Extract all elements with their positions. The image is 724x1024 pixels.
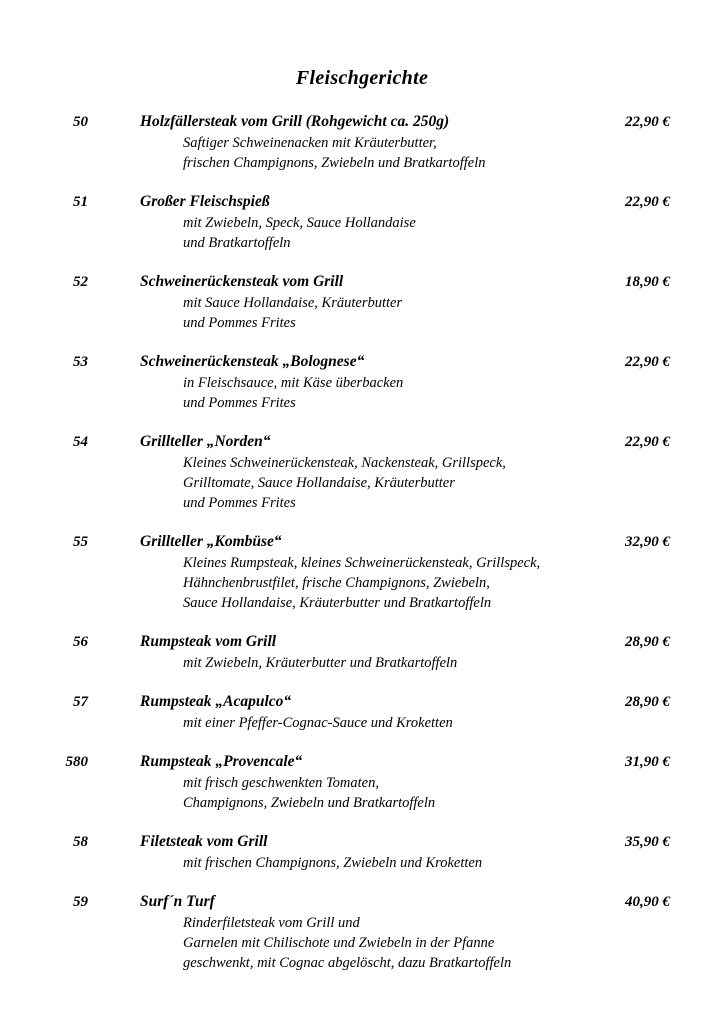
menu-item-description: [183, 212, 614, 253]
menu-item-number: 55: [73, 534, 88, 550]
menu-item: [0, 892, 724, 973]
menu-item-name: Grillteller „Kombüse“: [140, 533, 282, 550]
menu-item-description: [183, 772, 614, 813]
menu-item-name: Schweinerückensteak vom Grill: [140, 273, 344, 290]
menu-item: [0, 632, 724, 673]
menu-item-description-line: mit Zwiebeln, Speck, Sauce Hollandaise: [183, 215, 416, 231]
menu-item-number: 53: [73, 354, 88, 370]
menu-item-body: [140, 192, 614, 253]
menu-item-body: [140, 272, 614, 333]
menu-item-number: 54: [73, 434, 88, 450]
menu-item-name: Rumpsteak vom Grill: [140, 633, 277, 650]
menu-item-description: [183, 852, 614, 873]
menu-item-name: Rumpsteak „Acapulco“: [140, 693, 292, 710]
menu-item-description-line: mit einer Pfeffer-Cognac-Sauce und Kroketten: [183, 715, 453, 731]
menu-item-description-line: Saftiger Schweinenacken mit Kräuterbutter,: [183, 135, 437, 151]
menu-item-description-line: in Fleischsauce, mit Käse überbacken: [183, 375, 404, 391]
menu-item-price: 28,90 €: [625, 694, 670, 710]
menu-item-description-line: Kleines Schweinerückensteak, Nackensteak, Grillspeck,: [183, 455, 506, 471]
menu-item-description-line: Grilltomate, Sauce Hollandaise, Kräuterbutter: [183, 475, 455, 491]
menu-item-body: [140, 532, 614, 613]
menu-item: [0, 272, 724, 333]
menu-item-description-line: frischen Champignons, Zwiebeln und Bratkartoffeln: [183, 155, 486, 171]
menu-item-description-line: mit frischen Champignons, Zwiebeln und Kroketten: [183, 855, 483, 871]
menu-item-description-line: und Pommes Frites: [183, 495, 296, 511]
menu-item-price: 18,90 €: [625, 274, 670, 290]
menu-item-price: 22,90 €: [625, 194, 670, 210]
menu-item-description: [183, 372, 614, 413]
menu-item-body: [140, 352, 614, 413]
menu-item-number: 50: [73, 114, 88, 130]
menu-item-number: 59: [73, 894, 88, 910]
menu-item-description-line: geschwenkt, mit Cognac abgelöscht, dazu Bratkartoffeln: [183, 955, 512, 971]
menu-item-description-line: Kleines Rumpsteak, kleines Schweinerückensteak, Grillspeck,: [183, 555, 541, 571]
menu-item: [0, 192, 724, 253]
menu-item: [0, 432, 724, 513]
menu-item-number: 580: [65, 754, 88, 770]
menu-item-description: [183, 452, 614, 513]
page-title: Fleischgerichte: [295, 67, 429, 90]
menu-item-number: 56: [73, 634, 88, 650]
menu-item: [0, 352, 724, 413]
menu-item-number: 58: [73, 834, 88, 850]
menu-item-number: 57: [73, 694, 88, 710]
menu-item-body: [140, 832, 614, 873]
menu-item-body: [140, 432, 614, 513]
menu-item: [0, 832, 724, 873]
menu-item-list: [0, 112, 724, 992]
menu-item-description-line: Champignons, Zwiebeln und Bratkartoffeln: [183, 795, 436, 811]
menu-item-description-line: mit Sauce Hollandaise, Kräuterbutter: [183, 295, 403, 311]
menu-item-description-line: und Bratkartoffeln: [183, 235, 291, 251]
menu-item: [0, 752, 724, 813]
menu-item-name: Filetsteak vom Grill: [140, 833, 268, 850]
menu-item-description-line: und Pommes Frites: [183, 315, 296, 331]
menu-item-name: Rumpsteak „Provencale“: [140, 753, 303, 770]
menu-item-price: 22,90 €: [625, 354, 670, 370]
menu-item-body: [140, 892, 614, 973]
menu-item-number: 52: [73, 274, 88, 290]
menu-item-body: [140, 632, 614, 673]
menu-item-price: 31,90 €: [625, 754, 670, 770]
menu-item-name: Schweinerückensteak „Bolognese“: [140, 353, 365, 370]
menu-item-description: [183, 132, 614, 173]
menu-item-description-line: mit Zwiebeln, Kräuterbutter und Bratkartoffeln: [183, 655, 458, 671]
menu-item-price: 22,90 €: [625, 114, 670, 130]
menu-item-description-line: Rinderfiletsteak vom Grill und: [183, 915, 360, 931]
menu-item: [0, 692, 724, 733]
menu-item-name: Großer Fleischspieß: [140, 193, 270, 210]
menu-item-name: Grillteller „Norden“: [140, 433, 271, 450]
menu-item-body: [140, 112, 614, 173]
menu-item-name: Surf´n Turf: [140, 893, 215, 910]
menu-item-price: 28,90 €: [625, 634, 670, 650]
menu-item-price: 22,90 €: [625, 434, 670, 450]
menu-item-body: [140, 752, 614, 813]
menu-item-body: [140, 692, 614, 733]
menu-item-number: 51: [73, 194, 88, 210]
menu-item-description: [183, 712, 614, 733]
menu-item-description: [183, 912, 614, 973]
menu-item-description-line: und Pommes Frites: [183, 395, 296, 411]
menu-item-name: Holzfällersteak vom Grill (Rohgewicht ca. 250g): [140, 113, 450, 130]
menu-item-price: 40,90 €: [625, 894, 670, 910]
menu-item-description: [183, 652, 614, 673]
menu-item-price: 35,90 €: [625, 834, 670, 850]
menu-item: [0, 112, 724, 173]
menu-item-description-line: mit frisch geschwenkten Tomaten,: [183, 775, 379, 791]
menu-item-description-line: Sauce Hollandaise, Kräuterbutter und Bratkartoffeln: [183, 595, 492, 611]
menu-item-description-line: Hähnchenbrustfilet, frische Champignons, Zwiebeln,: [183, 575, 490, 591]
menu-item: [0, 532, 724, 613]
menu-item-description: [183, 552, 614, 613]
menu-item-price: 32,90 €: [625, 534, 670, 550]
menu-item-description-line: Garnelen mit Chilischote und Zwiebeln in der Pfanne: [183, 935, 495, 951]
menu-item-description: [183, 292, 614, 333]
